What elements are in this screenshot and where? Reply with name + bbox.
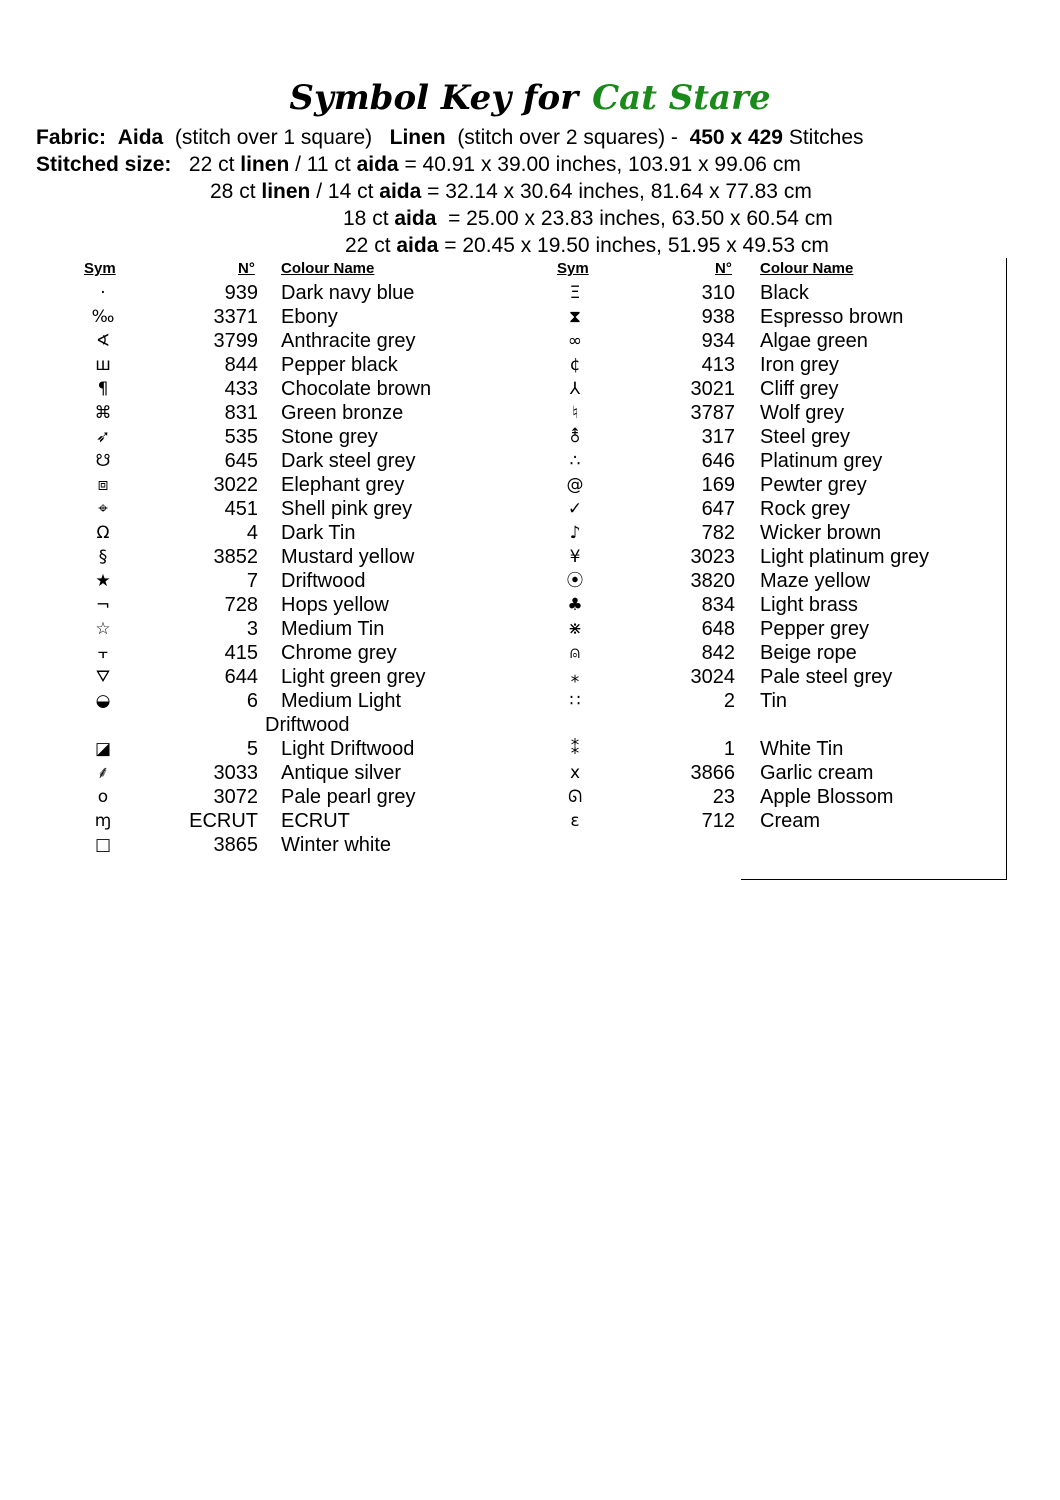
colour-name: Hops yellow: [281, 594, 389, 616]
floss-number: ECRUT: [189, 810, 258, 832]
right-border: [1006, 258, 1007, 880]
floss-number: 939: [224, 282, 258, 304]
colour-name: Light brass: [760, 594, 858, 616]
symbol-glyph: ⁎: [570, 667, 580, 687]
symbol-glyph: ◒: [95, 691, 111, 711]
fabric-line: Fabric: Aida (stitch over 1 square) Linen (stitch over 2 squares) - 450 x 429 Stitches: [36, 126, 864, 149]
symbol-glyph: ∴: [569, 451, 581, 471]
colour-name: Elephant grey: [281, 474, 405, 496]
floss-number: 938: [701, 306, 735, 328]
symbol-glyph: ♪: [569, 523, 581, 543]
header-num-right: N°: [715, 260, 732, 277]
symbol-glyph: ш: [95, 355, 111, 375]
symbol-glyph: ⦿: [566, 571, 584, 591]
symbol-glyph: ⍝: [569, 643, 581, 663]
colour-name: Steel grey: [760, 426, 851, 448]
symbol-glyph: ⧈: [97, 475, 109, 495]
floss-number: 3852: [213, 546, 258, 568]
colour-name: Medium Tin: [281, 618, 385, 640]
colour-name: Light Driftwood: [281, 738, 415, 760]
symbol-glyph: ∞: [567, 331, 583, 351]
floss-number: 413: [701, 354, 735, 376]
symbol-glyph: ◪: [94, 739, 112, 759]
floss-number: 3021: [690, 378, 735, 400]
colour-name: Espresso brown: [760, 306, 904, 328]
floss-number: 451: [224, 498, 258, 520]
symbol-glyph: ⁑: [570, 739, 580, 759]
header-sym-right: Sym: [557, 260, 589, 277]
colour-name: Stone grey: [281, 426, 378, 448]
floss-number: 6: [246, 690, 258, 712]
floss-number: 4: [246, 522, 258, 544]
colour-name: Pale pearl grey: [281, 786, 416, 808]
symbol-glyph: §: [98, 547, 108, 567]
pattern-name: Cat Stare: [592, 78, 771, 118]
colour-name: Iron grey: [760, 354, 839, 376]
stitched-size-line-4: 22 ct aida = 20.45 x 19.50 inches, 51.95 x 49.53 cm: [345, 234, 829, 257]
floss-number: 834: [701, 594, 735, 616]
floss-number: 5: [246, 738, 258, 760]
colour-name: Pepper grey: [760, 618, 869, 640]
colour-name: Cream: [760, 810, 821, 832]
floss-number: 3033: [213, 762, 258, 784]
floss-number: 645: [224, 450, 258, 472]
symbol-glyph: ·: [100, 283, 106, 303]
stitched-size-line-1: Stitched size: 22 ct linen / 11 ct aida = 40.91 x 39.00 inches, 103.91 x 99.06 cm: [36, 153, 801, 176]
colour-name: Wolf grey: [760, 402, 845, 424]
symbol-glyph: ∢: [95, 331, 111, 351]
colour-name: Wicker brown: [760, 522, 882, 544]
page-title: [0, 78, 1060, 118]
colour-name: Dark Tin: [281, 522, 356, 544]
header-colour-left: Colour Name: [281, 260, 375, 277]
colour-name: Black: [760, 282, 809, 304]
header-num-left: N°: [238, 260, 255, 277]
colour-name: Ebony: [281, 306, 338, 328]
symbol-glyph: ⅄: [569, 379, 581, 399]
colour-name: Shell pink grey: [281, 498, 413, 520]
colour-name: Chrome grey: [281, 642, 397, 664]
symbol-glyph: ✓: [567, 499, 583, 519]
colour-name-continued: Driftwood: [265, 714, 350, 736]
floss-number: 842: [701, 642, 735, 664]
floss-number: 535: [224, 426, 258, 448]
floss-number: 3024: [690, 666, 735, 688]
symbol-glyph: ‰: [91, 307, 115, 327]
colour-name: Apple Blossom: [760, 786, 894, 808]
floss-number: 728: [224, 594, 258, 616]
floss-number: 433: [224, 378, 258, 400]
colour-name: Antique silver: [281, 762, 402, 784]
colour-name: Pale steel grey: [760, 666, 893, 688]
symbol-glyph: ɱ: [94, 811, 112, 831]
symbol-glyph: ⚨: [567, 427, 583, 447]
colour-name: Maze yellow: [760, 570, 871, 592]
colour-name: Algae green: [760, 330, 868, 352]
stitched-size-line-2: 28 ct linen / 14 ct aida = 32.14 x 30.64 inches, 81.64 x 77.83 cm: [210, 180, 812, 203]
symbol-glyph: ¥: [569, 547, 581, 567]
floss-number: 3866: [690, 762, 735, 784]
colour-name: Pepper black: [281, 354, 398, 376]
floss-number: 169: [701, 474, 735, 496]
colour-name: Anthracite grey: [281, 330, 416, 352]
floss-number: 3023: [690, 546, 735, 568]
colour-name: Dark navy blue: [281, 282, 415, 304]
symbol-glyph: ⧗: [569, 307, 581, 327]
floss-number: 1: [723, 738, 735, 760]
colour-name: White Tin: [760, 738, 844, 760]
floss-number: 3072: [213, 786, 258, 808]
colour-name: Winter white: [281, 834, 392, 856]
symbol-glyph: ɛ: [570, 811, 580, 831]
floss-number: 831: [224, 402, 258, 424]
stitched-size-line-3: 18 ct aida = 25.00 x 23.83 inches, 63.50 x 60.54 cm: [343, 207, 833, 230]
symbol-glyph: ⌘: [94, 403, 112, 423]
floss-number: 844: [224, 354, 258, 376]
colour-name: Dark steel grey: [281, 450, 416, 472]
floss-number: 644: [224, 666, 258, 688]
floss-number: 3371: [213, 306, 258, 328]
floss-number: 310: [701, 282, 735, 304]
floss-number: 2: [723, 690, 735, 712]
colour-name: Driftwood: [281, 570, 366, 592]
colour-name: Platinum grey: [760, 450, 883, 472]
symbol-glyph: ☆: [95, 619, 111, 639]
colour-name: Garlic cream: [760, 762, 874, 784]
floss-number: 3787: [690, 402, 735, 424]
symbol-glyph: ☋: [95, 451, 111, 471]
colour-name: Light platinum grey: [760, 546, 929, 568]
floss-number: 3: [246, 618, 258, 640]
symbol-glyph: Ω: [96, 523, 110, 543]
colour-name: Beige rope: [760, 642, 857, 664]
floss-number: 934: [701, 330, 735, 352]
header-colour-right: Colour Name: [760, 260, 854, 277]
floss-number: 415: [224, 642, 258, 664]
symbol-glyph: ★: [95, 571, 111, 591]
symbol-glyph: ♣: [567, 595, 583, 615]
colour-name: Chocolate brown: [281, 378, 432, 400]
floss-number: 317: [701, 426, 735, 448]
symbol-glyph: ♮: [571, 403, 579, 423]
symbol-glyph: Ξ: [569, 283, 581, 303]
colour-name: Light green grey: [281, 666, 426, 688]
floss-number: 782: [701, 522, 735, 544]
floss-number: 3022: [213, 474, 258, 496]
symbol-glyph: @: [566, 475, 584, 495]
title-prefix: Symbol Key for: [289, 78, 579, 118]
colour-name: ECRUT: [281, 810, 350, 832]
header-sym-left: Sym: [84, 260, 116, 277]
bottom-border: [741, 879, 1007, 880]
floss-number: 7: [246, 570, 258, 592]
symbol-glyph: o: [97, 787, 109, 807]
symbol-glyph: ⋇: [567, 619, 583, 639]
colour-name: Mustard yellow: [281, 546, 415, 568]
colour-name: Pewter grey: [760, 474, 867, 496]
floss-number: 3865: [213, 834, 258, 856]
symbol-glyph: x: [569, 763, 581, 783]
symbol-glyph: ¶: [97, 379, 109, 399]
colour-name: Green bronze: [281, 402, 404, 424]
symbol-glyph: □: [94, 835, 112, 855]
colour-name: Rock grey: [760, 498, 851, 520]
symbol-glyph: ⸙: [96, 763, 110, 783]
floss-number: 23: [712, 786, 735, 808]
floss-number: 647: [701, 498, 735, 520]
symbol-glyph: ⌖: [98, 499, 108, 519]
symbol-glyph: ⫟: [97, 643, 109, 663]
floss-number: 712: [701, 810, 735, 832]
floss-number: 648: [701, 618, 735, 640]
floss-number: 646: [701, 450, 735, 472]
symbol-glyph: ¬: [95, 595, 111, 615]
colour-name: Tin: [760, 690, 788, 712]
symbol-glyph: ⛛: [95, 667, 111, 687]
symbol-glyph: ➶: [95, 427, 111, 447]
floss-number: 3799: [213, 330, 258, 352]
colour-name: Cliff grey: [760, 378, 839, 400]
colour-name: Medium Light: [281, 690, 402, 712]
symbol-glyph: ∷: [569, 691, 581, 711]
symbol-glyph: ᘏ: [567, 787, 583, 807]
symbol-glyph: ¢: [569, 355, 581, 375]
floss-number: 3820: [690, 570, 735, 592]
